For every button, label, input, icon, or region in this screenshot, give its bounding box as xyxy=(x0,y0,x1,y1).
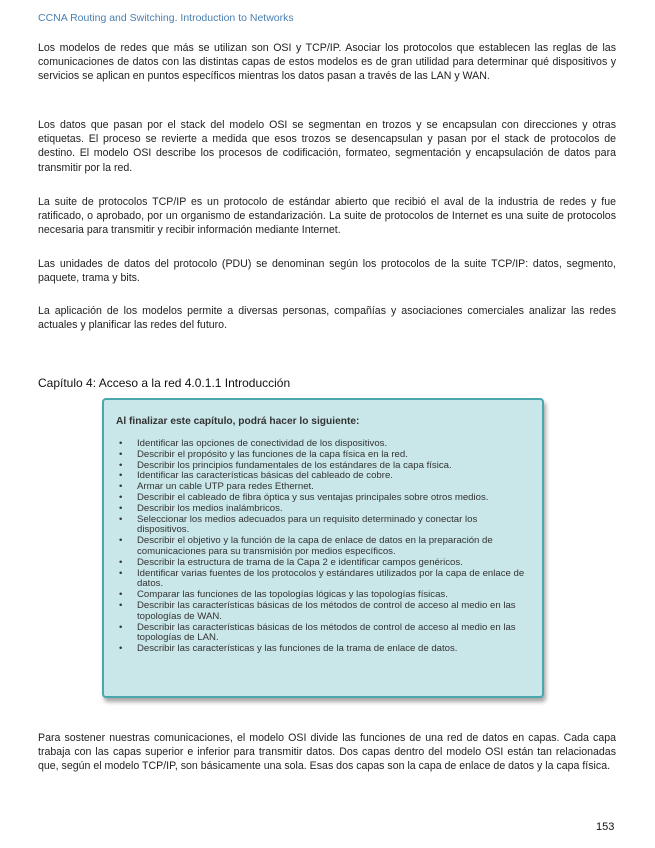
running-header: CCNA Routing and Switching. Introduction to Networks xyxy=(38,12,294,24)
paragraph-pdu: Las unidades de datos del protocolo (PDU) se denominan según los protocolos de la suite TCP/IP: datos, segmento, paquete, trama y bits. xyxy=(38,258,616,285)
paragraph-model-application: La aplicación de los modelos permite a diversas personas, compañías y asociaciones comerciales analizar las redes actuales y planificar las redes del futuro. xyxy=(38,305,616,332)
objective-item: • Describir las características básicas de los métodos de control de acceso al medio en las topologías de WAN. xyxy=(116,601,532,623)
objective-item: • Describir el objetivo y la función de la capa de enlace de datos en la preparación de comunicaciones para su transmisión por medios específicos. xyxy=(116,536,532,558)
objective-item: • Describir el propósito y las funciones de la capa física en la red. xyxy=(116,450,532,461)
objective-item: • Identificar las características básicas del cableado de cobre. xyxy=(116,471,532,482)
paragraph-tcpip-suite: La suite de protocolos TCP/IP es un protocolo de estándar abierto que recibió el aval de la industria de redes y fue ratificado, o aprobado, por un organismo de estandarización. La suite de protocolos de Internet es una suite de protocolos necesaria para transmitir y recibir información mediante Internet. xyxy=(38,196,616,237)
objective-item: • Comparar las funciones de las topologías lógicas y las topologías físicas. xyxy=(116,590,532,601)
objective-item: • Seleccionar los medios adecuados para un requisito determinado y conectar los dispositivos. xyxy=(116,515,532,537)
paragraph-osi-encapsulation: Los datos que pasan por el stack del modelo OSI se segmentan en trozos y se encapsulan con direcciones y otras etiquetas. El proceso se revierte a medida que esos trozos se desencapsulan y pasan por el stack de protocolos de destino. El modelo OSI describe los procesos de codificación, formateo, segmentación y encapsulación de datos para transmitir por la red. xyxy=(38,119,616,174)
page-number: 153 xyxy=(596,821,615,833)
objective-item: • Describir las características básicas de los métodos de control de acceso al medio en las topologías de LAN. xyxy=(116,623,532,645)
objective-item: • Identificar varias fuentes de los protocolos y estándares utilizados por la capa de enlace de datos. xyxy=(116,569,532,591)
objectives-box xyxy=(102,398,544,698)
chapter-heading: Capítulo 4: Acceso a la red 4.0.1.1 Introducción xyxy=(38,376,291,390)
objectives-title: Al finalizar este capítulo, podrá hacer lo siguiente: xyxy=(116,416,360,427)
paragraph-osi-tcpip-models: Los modelos de redes que más se utilizan son OSI y TCP/IP. Asociar los protocolos que establecen las reglas de las comunicaciones de datos con las distintas capas de estos modelos es de gran utilidad para determinar qué dispositivos y servicios se aplican en puntos específicos mientras los datos pasan a través de las LAN y WAN. xyxy=(38,42,616,83)
objective-item: • Describir los principios fundamentales de los estándares de la capa física. xyxy=(116,461,532,472)
objective-item: • Describir la estructura de trama de la Capa 2 e identificar campos genéricos. xyxy=(116,558,532,569)
objective-item: • Armar un cable UTP para redes Ethernet. xyxy=(116,482,532,493)
objective-item: • Describir el cableado de fibra óptica y sus ventajas principales sobre otros medios. xyxy=(116,493,532,504)
objective-item: • Identificar las opciones de conectividad de los dispositivos. xyxy=(116,439,532,450)
objective-item: • Describir los medios inalámbricos. xyxy=(116,504,532,515)
paragraph-closing: Para sostener nuestras comunicaciones, el modelo OSI divide las funciones de una red de datos en capas. Cada capa trabaja con las capas superior e inferior para transmitir datos. Dos capas dentro del modelo OSI están tan relacionadas que, según el modelo TCP/IP, son básicamente una sola. Esas dos capas son la capa de enlace de datos y la capa física. xyxy=(38,732,616,773)
objective-item: • Describir las características y las funciones de la trama de enlace de datos. xyxy=(116,644,532,655)
objectives-list xyxy=(116,439,532,655)
